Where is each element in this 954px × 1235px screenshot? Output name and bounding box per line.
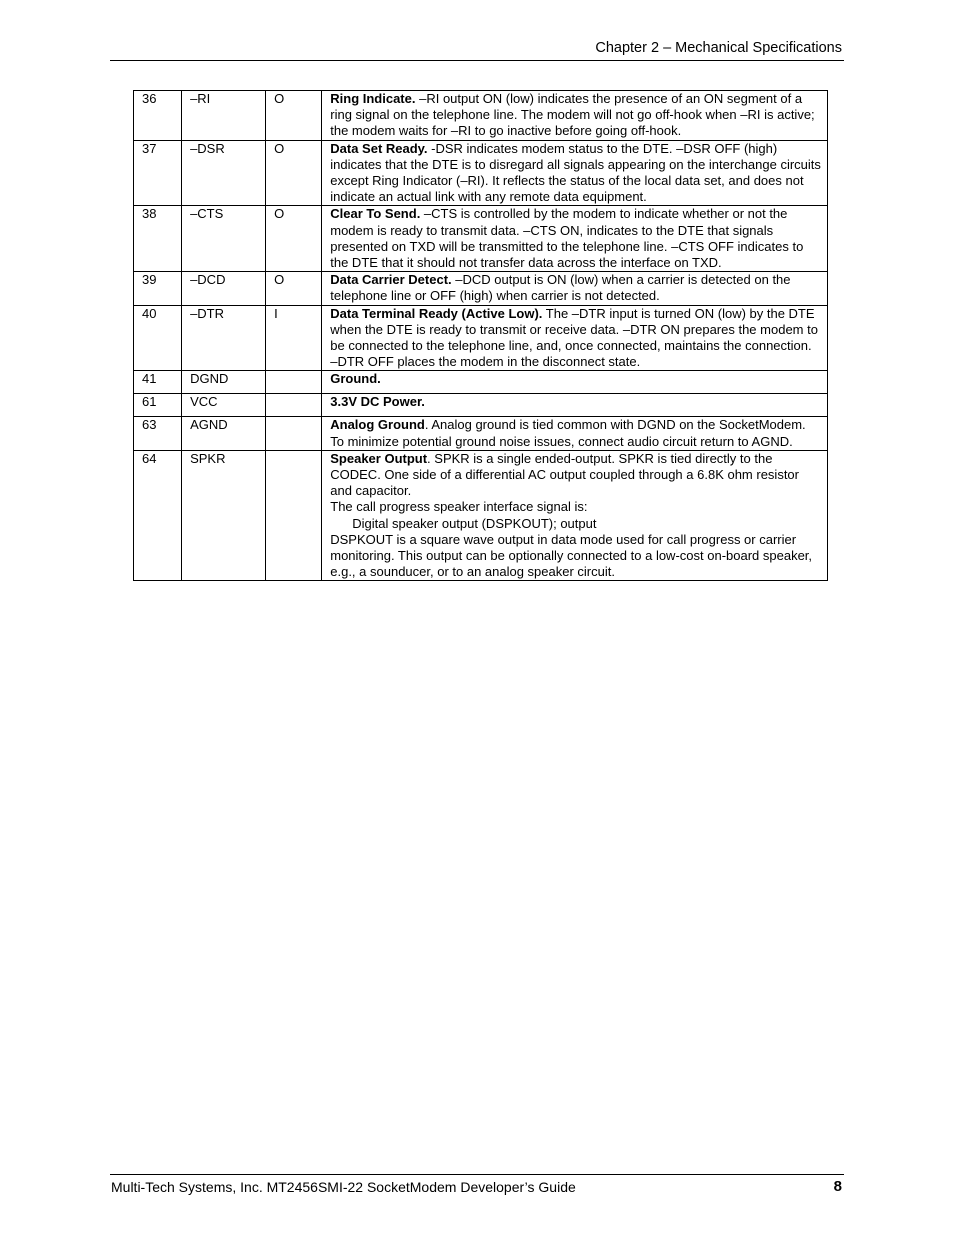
table-row — [134, 272, 828, 305]
pin-number: 41 — [134, 371, 182, 394]
io-type — [266, 394, 322, 417]
table-row — [134, 417, 828, 450]
io-type: I — [266, 305, 322, 371]
chapter-title: Chapter 2 – Mechanical Specifications — [595, 40, 842, 56]
page-number: 8 — [833, 1178, 842, 1195]
description — [322, 450, 828, 581]
description-text: DSPKOUT is a square wave output in data mode used for call progress or carrier monitoring. This output can be optionally connected to a low-cost on-board speaker, e.g., a sounducer, or to an analog speaker circuit. — [330, 531, 813, 580]
io-type: O — [266, 91, 322, 141]
description-title: 3.3V DC Power. — [330, 394, 425, 410]
description — [322, 371, 828, 394]
io-type: O — [266, 272, 322, 305]
description — [322, 417, 828, 450]
description-title: Ground. — [330, 371, 381, 387]
signal-name: SPKR — [182, 450, 266, 581]
table-row — [134, 140, 828, 206]
pin-number: 61 — [134, 394, 182, 417]
pin-number: 36 — [134, 91, 182, 141]
description-text: The –DTR input is turned ON (low) by the DTE when the DTE is ready to transmit or receive data. –DTR ON prepares the modem to be connected to the telephone line, and, once connected, maintains the connection. –DTR OFF places the modem in the disconnect state. — [330, 305, 818, 370]
table-row — [134, 371, 828, 394]
signal-name: –CTS — [182, 206, 266, 272]
description-title: Data Terminal Ready (Active Low). — [330, 305, 543, 321]
description-text: -DSR indicates modem status to the DTE. –DSR OFF (high) indicates that the DTE is to disregard all signals appearing on the interchange circuits except Ring Indicator (–RI). It reflects the status of the local data set, and does not indicate an actual link with any remote data equipment. — [330, 140, 821, 205]
table-row — [134, 91, 828, 141]
description-text: . Analog ground is tied common with DGND on the SocketModem. To minimize potential ground noise issues, connect audio circuit return to AGND. — [330, 417, 806, 449]
description — [322, 272, 828, 305]
footer-document-title: Multi-Tech Systems, Inc. MT2456SMI-22 SocketModem Developer’s Guide — [111, 1179, 576, 1195]
signal-name: –RI — [182, 91, 266, 141]
description — [322, 305, 828, 371]
pin-number: 64 — [134, 450, 182, 581]
pin-number: 39 — [134, 272, 182, 305]
description-text: –RI output ON (low) indicates the presence of an ON segment of a ring signal on the telephone line. The modem will not go off-hook when –RI is active; the modem waits for –RI to go inactive before going off-hook. — [330, 91, 815, 139]
io-type — [266, 450, 322, 581]
description-title: Data Set Ready. — [330, 140, 428, 156]
signal-name: DGND — [182, 371, 266, 394]
signal-name: –DTR — [182, 305, 266, 371]
io-type — [266, 417, 322, 450]
pin-number: 38 — [134, 206, 182, 272]
table-row — [134, 394, 828, 417]
table-row — [134, 305, 828, 371]
description-text: –CTS is controlled by the modem to indicate whether or not the modem is ready to transmit data. –CTS ON, indicates to the DTE that signals presented on TXD will be transmitted to the telephone line. –CTS OFF indicates to the DTE that it should not transfer data across the interface on TXD. — [330, 206, 804, 271]
description-text: Digital speaker output (DSPKOUT); output — [352, 515, 597, 531]
pin-number: 37 — [134, 140, 182, 206]
signal-name: –DSR — [182, 140, 266, 206]
pin-number: 63 — [134, 417, 182, 450]
description — [322, 206, 828, 272]
io-type: O — [266, 206, 322, 272]
signal-name: –DCD — [182, 272, 266, 305]
description-title: Data Carrier Detect. — [330, 272, 452, 288]
page-footer — [110, 1174, 844, 1195]
description-text: –DCD output is ON (low) when a carrier is detected on the telephone line or OFF (high) when carrier is not detected. — [330, 272, 791, 304]
pin-number: 40 — [134, 305, 182, 371]
description-title: Analog Ground — [330, 417, 425, 433]
table-row — [134, 450, 828, 581]
description-text: . SPKR is a single ended-output. SPKR is tied directly to the CODEC. One side of a differential AC output coupled through a 6.8K ohm resistor and capacitor. — [330, 450, 799, 499]
signal-name: AGND — [182, 417, 266, 450]
description-title: Clear To Send. — [330, 206, 421, 222]
description-text: The call progress speaker interface signal is: — [330, 499, 588, 515]
table-row — [134, 206, 828, 272]
description-title: Speaker Output — [330, 450, 428, 466]
description — [322, 91, 828, 141]
description-title: Ring Indicate. — [330, 91, 416, 106]
io-type: O — [266, 140, 322, 206]
description — [322, 140, 828, 206]
io-type — [266, 371, 322, 394]
description — [322, 394, 828, 417]
page-header — [110, 38, 844, 61]
signal-name: VCC — [182, 394, 266, 417]
pin-description-table — [133, 90, 828, 581]
